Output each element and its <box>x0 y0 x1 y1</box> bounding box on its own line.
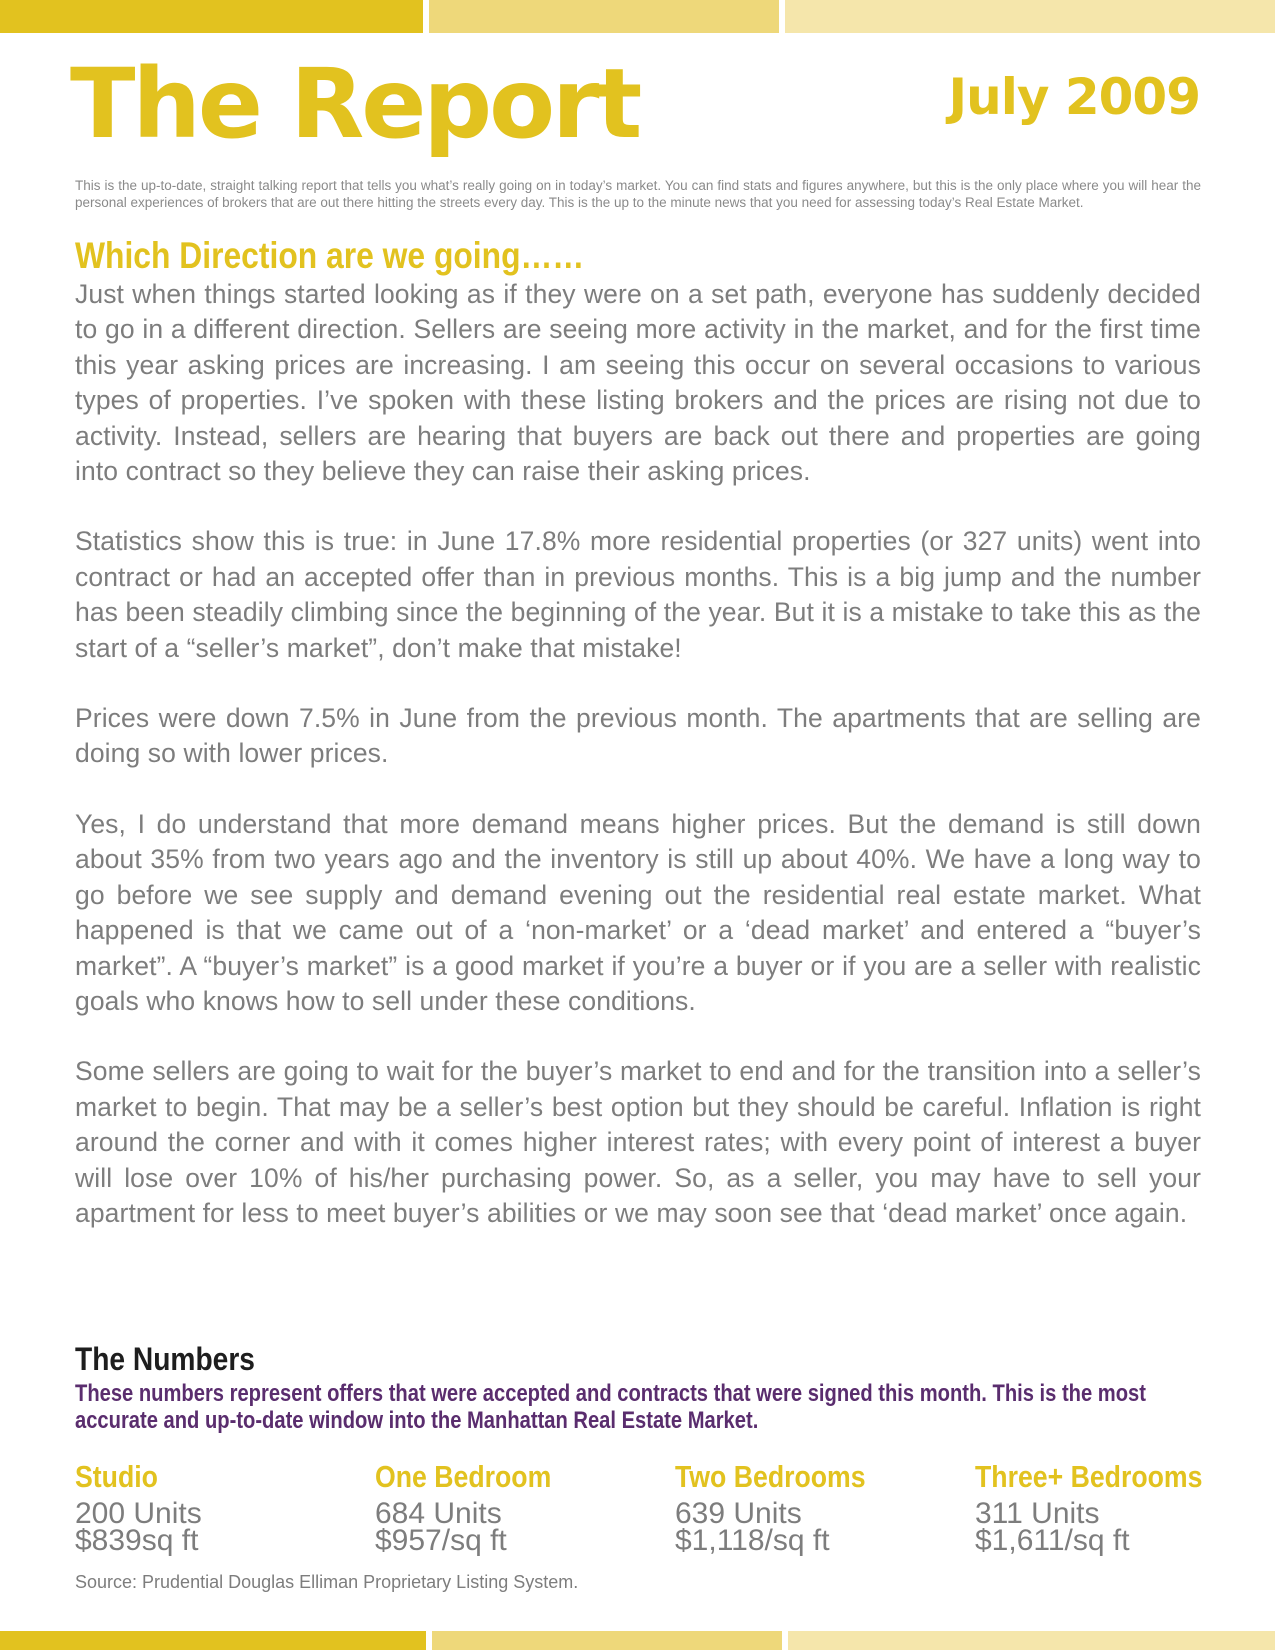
stat-one-bedroom <box>375 1459 665 1557</box>
report-date: July 2009 <box>948 68 1200 126</box>
stat-units: 684 Units <box>375 1497 502 1530</box>
numbers-description: These numbers represent offers that were accepted and contracts that were signed this month. This is the most accurate and up-to-date window into the Manhattan Real Estate Market. <box>75 1380 1146 1434</box>
top-bar-segment-dark <box>0 0 423 33</box>
top-bar-segment-light <box>785 0 1275 33</box>
stat-units: 311 Units <box>975 1497 1100 1530</box>
stat-price: $839sq ft <box>75 1524 199 1557</box>
stat-three-plus-bedrooms <box>975 1459 1265 1557</box>
numbers-heading: The Numbers <box>75 1341 255 1377</box>
top-color-bar <box>0 0 1275 33</box>
bottom-bar-segment-dark <box>0 1631 426 1650</box>
article-paragraph: Some sellers are going to wait for the buyer’s market to end and for the transition into a seller’s market to begin. That may be a seller’s best option but they should be careful. Inflation is right around the corner and with it comes higher interest rates; with every point of interest a buyer will lose over 10% of his/her purchasing power. So, as a seller, you may have to sell your apartment for less to meet buyer’s abilities or we may soon see that ‘dead market’ once again. <box>75 1056 1201 1228</box>
report-title: The Report <box>70 48 640 160</box>
article-paragraph: Just when things started looking as if they were on a set path, everyone has suddenly decided to go in a different direction. Sellers are seeing more activity in the market, and for the first time this year asking prices are increasing. I am seeing this occur on several occasions to various types of properties. I’ve spoken with these listing brokers and the prices are rising not due to activity. Instead, sellers are hearing that buyers are back out there and properties are going into contract so they believe they can raise their asking prices. <box>75 279 1201 487</box>
article-body <box>75 277 1201 1266</box>
stat-label: Three+ Bedrooms <box>975 1459 1203 1494</box>
article-paragraph: Prices were down 7.5% in June from the previous month. The apartments that are selling are doing so with lower prices. <box>75 703 1201 769</box>
stat-studio <box>75 1459 365 1557</box>
article-paragraph: Yes, I do understand that more demand means higher prices. But the demand is still down about 35% from two years ago and the inventory is still up about 40%. We have a long way to go before we see supply and demand evening out the residential real estate market. What happened is that we came out of a ‘non-market’ or a ‘dead market’ and entered a “buyer’s market”. A “buyer’s market” is a good market if you’re a buyer or if you are a seller with realistic goals who knows how to sell under these conditions. <box>75 808 1201 1016</box>
stats-row <box>75 1459 1275 1559</box>
stat-label: One Bedroom <box>375 1459 552 1494</box>
stat-price: $1,118/sq ft <box>675 1524 830 1557</box>
bottom-color-bar <box>0 1631 1275 1650</box>
source-note: Source: Prudential Douglas Elliman Proprietary Listing System. <box>75 1572 579 1592</box>
stat-label: Studio <box>75 1459 158 1494</box>
top-bar-segment-mid <box>429 0 779 33</box>
stat-label: Two Bedrooms <box>675 1459 866 1494</box>
intro-text: This is the up-to-date, straight talking report that tells you what’s really going on in today’s market. You can find stats and figures anywhere, but this is the only place where you will hear the personal experiences of brokers that are out there hitting the streets every day. This is the up to the minute news that you need for assessing today’s Real Estate Market. <box>75 178 1201 210</box>
article-heading: Which Direction are we going…… <box>75 235 585 276</box>
stat-units: 639 Units <box>675 1497 802 1530</box>
stat-price: $1,611/sq ft <box>975 1524 1130 1557</box>
stat-two-bedrooms <box>675 1459 965 1557</box>
stat-units: 200 Units <box>75 1497 202 1530</box>
bottom-bar-segment-light <box>788 1631 1275 1650</box>
article-paragraph: Statistics show this is true: in June 17.8% more residential properties (or 327 units) went into contract or had an accepted offer than in previous months. This is a big jump and the number has been steadily climbing since the beginning of the year. But it is a mistake to take this as the start of a “seller’s market”, don’t make that mistake! <box>75 526 1201 663</box>
bottom-bar-segment-mid <box>432 1631 782 1650</box>
stat-price: $957/sq ft <box>375 1524 507 1557</box>
